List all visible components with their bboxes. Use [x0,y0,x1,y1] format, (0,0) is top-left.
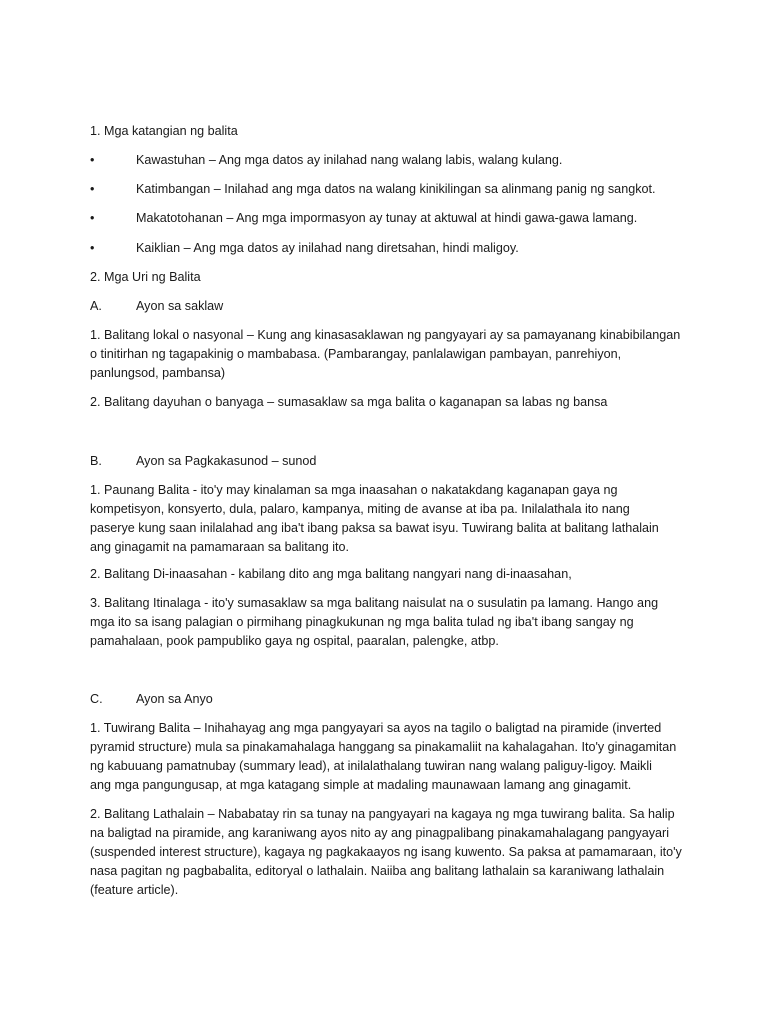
subsection-letter-b: B. [90,454,102,468]
paragraph-line: 1. Balitang lokal o nasyonal – Kung ang kinasasaklawan ng pangyayari ay sa pamayanang kinabibilangan [90,328,681,342]
paragraph-line: (suspended interest structure), kagaya ng pagkakaayos ng isang kuwento. Sa paksa at pamamaraan, ito'y [90,845,682,859]
paragraph-line: 2. Balitang Lathalain – Nababatay rin sa tunay na pangyayari na kagaya ng mga tuwirang balita. Sa halip [90,807,675,821]
paragraph-line: panlungsod, pambansa) [90,366,226,380]
paragraph-line: nasa pagitan ng pagbabalita, editoryal o lathalain. Naiiba ang balitang lathalain sa karaniwang lathalain [90,864,665,878]
section-heading-uri: 2. Mga Uri ng Balita [90,270,201,284]
bullet-symbol: • [90,182,95,196]
subsection-title-b: Ayon sa Pagkakasunod – sunod [136,454,317,468]
bullet-symbol: • [90,153,95,167]
paragraph-line: (feature article). [90,883,179,897]
section-heading-katangian: 1. Mga katangian ng balita [90,124,238,138]
subsection-title-c: Ayon sa Anyo [136,692,213,706]
bullet-item: Kawastuhan – Ang mga datos ay inilahad nang walang labis, walang kulang. [136,153,563,167]
paragraph-itinalaga [90,594,680,651]
paragraph-di-inaasahan: 2. Balitang Di-inaasahan - kabilang dito ang mga balitang nangyari nang di-inaasahan, [90,567,572,581]
subsection-title-a: Ayon sa saklaw [136,299,224,313]
subsection-letter-c: C. [90,692,103,706]
subsection-letter-a: A. [90,299,102,313]
paragraph-line: na baligtad na piramide, ang karaniwang ayos nito ay ang pinagpalibang pinakamahalagang pangyayari [90,826,670,840]
paragraph-line: ang ginagamit na pamamaraan sa balitang ito. [90,540,350,554]
paragraph-line: 1. Paunang Balita - ito'y may kinalaman sa mga inaasahan o nakatakdang kaganapan gaya ng [90,483,618,497]
bullet-item: Makatotohanan – Ang mga impormasyon ay tunay at aktuwal at hindi gawa-gawa lamang. [136,211,638,225]
paragraph-line: mga ito sa isang palagian o pirmihang pinagkukunan ng mga balita tulad ng iba't ibang sangay ng [90,615,634,629]
bullet-item: Katimbangan – Inilahad ang mga datos na walang kinikilingan sa alinmang panig ng sangkot. [136,182,656,196]
paragraph-line: o tinitirhan ng tagapakinig o mambabasa. (Pambarangay, panlalawigan pambayan, panrehiyon, [90,347,622,361]
paragraph-tuwirang-balita [90,719,680,795]
paragraph-balitang-lathalain [90,805,680,900]
paragraph-line: pamahalaan, pook pampubliko gaya ng ospital, paaralan, palengke, atbp. [90,634,499,648]
paragraph-line: 1. Tuwirang Balita – Inihahayag ang mga pangyayari sa ayos na tagilo o baligtad na piramide (inverted [90,721,662,735]
bullet-item: Kaiklian – Ang mga datos ay inilahad nang diretsahan, hindi maligoy. [136,241,519,255]
paragraph-line: pyramid structure) mula sa pinakamahalaga hanggang sa pinakamaliit na kahalagahan. Ito'y ginagamitan [90,740,677,754]
paragraph-line: ang mga pangungusap, at mga katagang simple at madaling maunawaan lamang ang ginagamit. [90,778,632,792]
paragraph-line: ng kabuuang pamatnubay (summary lead), at inilalathalang tuwiran nang walang paliguy-ligoy. Maikli [90,759,652,773]
paragraph-balitang-dayuhan: 2. Balitang dayuhan o banyaga – sumasaklaw sa mga balita o kaganapan sa labas ng bansa [90,395,608,409]
bullet-symbol: • [90,211,95,225]
bullet-symbol: • [90,241,95,255]
paragraph-line: kompetisyon, konsyerto, dula, palaro, kampanya, miting de avanse at iba pa. Inilalathala ito nang [90,502,630,516]
paragraph-paunang-balita [90,481,680,557]
paragraph-line: 3. Balitang Itinalaga - ito'y sumasaklaw sa mga balitang naisulat na o susulatin pa lamang. Hango ang [90,596,659,610]
paragraph-line: paserye kung saan inilalahad ang iba't ibang paksa sa bawat isyu. Tuwirang balita at balitang lathalain [90,521,659,535]
paragraph-balitang-lokal [90,326,680,383]
